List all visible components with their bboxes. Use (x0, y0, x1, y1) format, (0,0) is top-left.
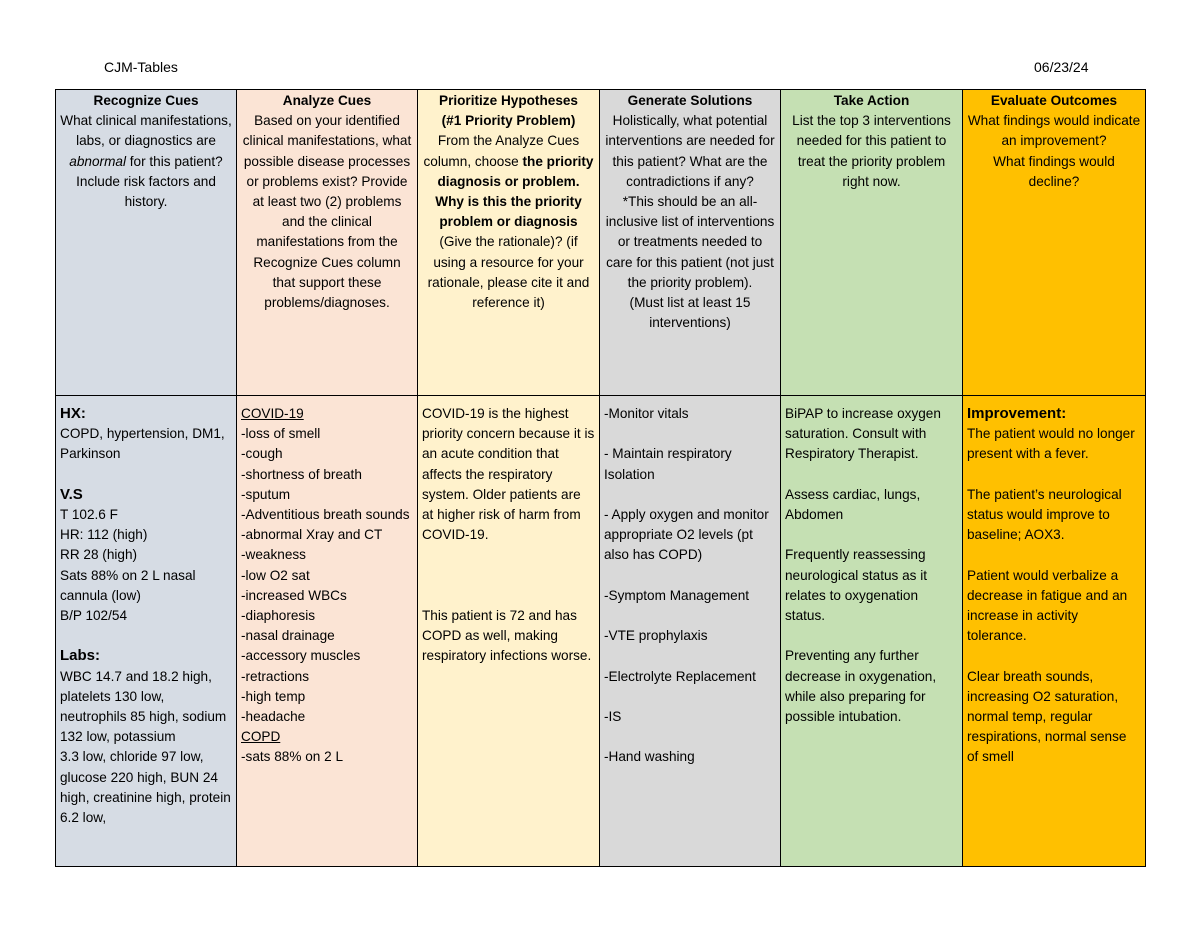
analyze-item: -increased WBCs (241, 587, 347, 603)
analyze-item: -diaphoresis (241, 608, 316, 624)
intervention-item: - Apply oxygen and monitor appropriate O2 levels (pt also has COPD) (604, 506, 769, 563)
recognize-desc-b: for this patient? Include risk factors and history. (76, 153, 223, 210)
intervention-item: -VTE prophylaxis (604, 628, 708, 644)
action-item: Preventing any further decrease in oxygenation, while also preparing for possible intubation. (785, 648, 937, 724)
vs-item: HR: 112 (high) (60, 527, 148, 543)
problem-copd-label: COPD (241, 729, 281, 745)
analyze-cues-cell (237, 396, 418, 867)
analyze-item: -sats 88% on 2 L (241, 749, 344, 765)
generate-desc-a: Holistically, what potential interventions are needed for this patient? What are the contradictions if any? (605, 113, 775, 189)
improvement-label: Improvement: (967, 405, 1067, 422)
evaluate-desc-b: What findings would decline? (993, 153, 1115, 189)
prioritize-desc-b: (Give the rationale)? (if using a resource for your rationale, please cite it and reference it) (427, 234, 590, 311)
spacer (60, 465, 232, 485)
outcome-item: The patient would no longer present with a fever. (967, 426, 1135, 462)
spacer (785, 626, 958, 646)
vs-item: RR 28 (high) (60, 547, 138, 563)
content-row (56, 396, 1146, 867)
spacer (422, 566, 595, 586)
spacer (785, 525, 958, 545)
spacer (422, 586, 595, 606)
intervention-item: -IS (604, 708, 622, 724)
analyze-item: -weakness (241, 547, 306, 563)
recognize-desc-a: What clinical manifestations, labs, or diagnostics are (60, 113, 232, 149)
generate-solutions-cell (600, 396, 781, 867)
header-recognize-cues (56, 90, 237, 396)
spacer (604, 687, 776, 707)
recognize-desc-emphasis: abnormal (69, 153, 126, 169)
intervention-item: - Maintain respiratory Isolation (604, 446, 732, 482)
prioritize-desc-bold: the priority diagnosis or problem. Why is this the priority problem or diagnosis (435, 153, 594, 230)
hx-text: COPD, hypertension, DM1, Parkinson (60, 426, 225, 462)
prioritize-title: Prioritize Hypotheses (439, 93, 578, 108)
analyze-desc: Based on your identified clinical manifestations, what possible disease processes or problems exist? Provide at least two (2) problems and the clinical manifestations from the Recognize Cues column that support these problems/diagnoses. (242, 113, 412, 311)
hx-label: HX: (60, 405, 86, 422)
analyze-item: -loss of smell (241, 426, 321, 442)
spacer (604, 606, 776, 626)
take-action-title: Take Action (833, 93, 910, 108)
labs-text: 3.3 low, chloride 97 low, glucose 220 high, BUN 24 high, creatinine high, protein 6.2 low, (60, 749, 231, 826)
priority-rationale: COVID-19 is the highest priority concern because it is an acute condition that affects the respiratory system. Older patients are at higher risk of harm from COVID-19. (422, 406, 595, 543)
take-action-cell (781, 396, 963, 867)
generate-desc-b: *This should be an all-inclusive list of interventions or treatments needed to care for this patient (not just the priority problem). (605, 194, 775, 290)
prioritize-desc-a: From the Analyze Cues column, choose (423, 133, 580, 169)
analyze-item: -sputum (241, 486, 291, 502)
header-prioritize-hypotheses (418, 90, 600, 396)
labs-label: Labs: (60, 647, 101, 665)
action-item: Assess cardiac, lungs, Abdomen (785, 486, 921, 522)
take-action-desc: List the top 3 interventions needed for this patient to treat the priority problem right now. (792, 113, 951, 189)
header-take-action (781, 90, 963, 396)
spacer (422, 545, 595, 565)
recognize-cues-cell (56, 396, 237, 867)
analyze-item: -nasal drainage (241, 628, 335, 644)
cjm-table (55, 89, 1146, 867)
analyze-item: -retractions (241, 668, 309, 684)
recognize-title: Recognize Cues (93, 93, 199, 108)
analyze-item: -cough (241, 446, 283, 462)
outcome-item: The patient’s neurological status would improve to baseline; AOX3. (967, 486, 1122, 543)
action-item: BiPAP to increase oxygen saturation. Consult with Respiratory Therapist. (785, 406, 941, 462)
prioritize-hypotheses-cell (418, 396, 600, 867)
intervention-item: -Symptom Management (604, 587, 750, 603)
spacer (604, 485, 776, 505)
analyze-item: -accessory muscles (241, 648, 361, 664)
spacer (604, 424, 776, 444)
labs-text: WBC 14.7 and 18.2 high, platelets 130 low, neutrophils 85 high, sodium 132 low, potassium (60, 668, 227, 745)
generate-desc-c: (Must list at least 15 interventions) (629, 295, 751, 331)
header-analyze-cues (237, 90, 418, 396)
generate-title: Generate Solutions (627, 93, 753, 108)
spacer (604, 646, 776, 666)
analyze-item: -low O2 sat (241, 567, 310, 583)
document-header-date: 06/23/24 (1034, 59, 1089, 75)
intervention-item: -Hand washing (604, 749, 695, 765)
analyze-title: Analyze Cues (282, 93, 372, 108)
spacer (785, 465, 958, 485)
outcome-item: Patient would verbalize a decrease in fatigue and an increase in activity tolerance. (967, 567, 1128, 644)
vs-item: T 102.6 F (60, 507, 118, 522)
vs-item: B/P 102/54 (60, 608, 128, 624)
column-header-row (56, 90, 1146, 396)
spacer (967, 545, 1141, 565)
spacer (604, 566, 776, 586)
analyze-item: -headache (241, 709, 306, 725)
evaluate-title: Evaluate Outcomes (990, 93, 1118, 108)
evaluate-outcomes-cell (963, 396, 1146, 867)
vs-item: Sats 88% on 2 L nasal cannula (low) (60, 567, 196, 603)
spacer (604, 727, 776, 747)
spacer (967, 646, 1141, 666)
intervention-item: -Electrolyte Replacement (604, 668, 756, 684)
analyze-item: -Adventitious breath sounds (241, 507, 410, 523)
spacer (60, 626, 232, 646)
prioritize-subtitle: (#1 Priority Problem) (441, 113, 576, 129)
spacer (967, 465, 1141, 485)
analyze-item: -high temp (241, 688, 306, 704)
analyze-item: -shortness of breath (241, 466, 362, 482)
action-item: Frequently reassessing neurological status as it relates to oxygenation status. (785, 547, 928, 623)
header-generate-solutions (600, 90, 781, 396)
priority-rationale-extra: This patient is 72 and has COPD as well, making respiratory infections worse. (422, 607, 592, 664)
intervention-item: -Monitor vitals (604, 406, 689, 421)
evaluate-desc-a: What findings would indicate an improvement? (967, 113, 1141, 149)
document-header-title: CJM-Tables (104, 59, 178, 75)
problem-covid-label: COVID-19 (241, 406, 304, 421)
vs-label: V.S (60, 485, 83, 503)
analyze-item: -abnormal Xray and CT (241, 527, 383, 543)
outcome-item: Clear breath sounds, increasing O2 saturation, normal temp, regular respirations, normal sense of smell (967, 668, 1127, 765)
header-evaluate-outcomes (963, 90, 1146, 396)
